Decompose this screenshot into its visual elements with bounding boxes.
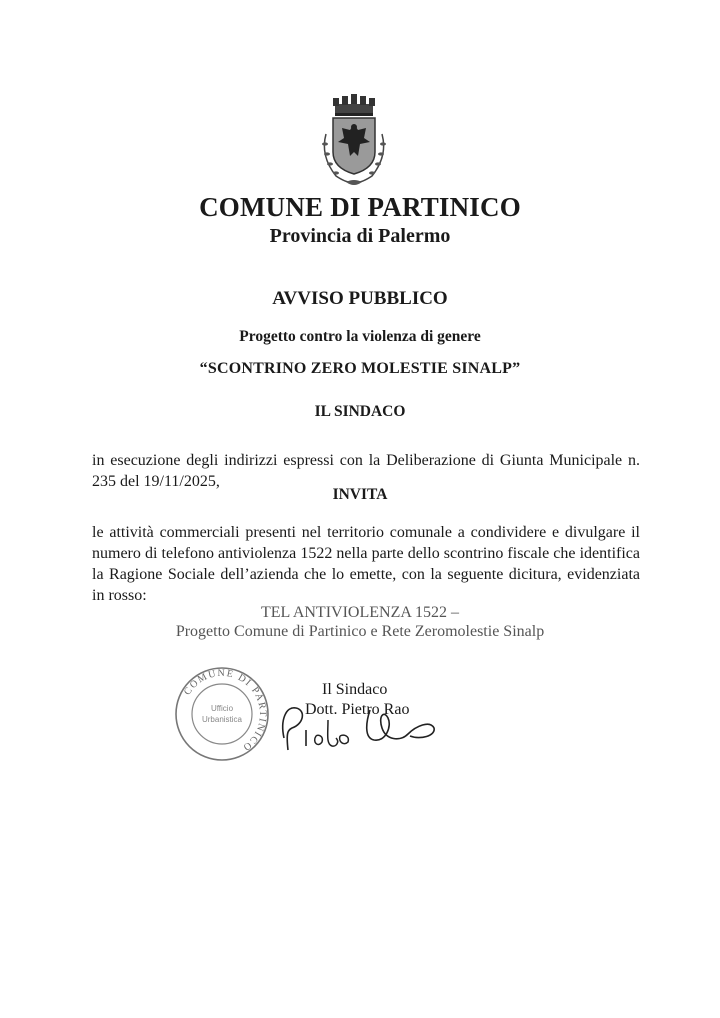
receipt-text-line-2: Progetto Comune di Partinico e Rete Zeromolestie Sinalp [175,623,545,640]
project-name: “SCONTRINO ZERO MOLESTIE SINALP” [199,360,521,377]
invitation-paragraph: le attività commerciali presenti nel territorio comunale a condividere e divulgare il numero di telefono antiviolenza 1522 nella parte dello scontrino fiscale che identifica la Ragione Sociale dell’azienda che lo emette, con la seguente dicitura, evidenziata in rosso: [92,524,640,604]
svg-text:Ufficio: Ufficio [210,704,234,713]
signer-name: Dott. Pietro Rao [305,701,410,718]
notice-title: AVVISO PUBBLICO [272,288,448,309]
province-name: Provincia di Palermo [269,225,451,247]
svg-text:COMUNE DI PARTINICO: COMUNE DI PARTINICO [181,667,269,754]
authority-heading: IL SINDACO [314,403,406,420]
municipality-name: COMUNE DI PARTINICO [199,192,521,222]
municipal-crest-icon [308,94,400,194]
receipt-text-line-1: TEL ANTIVIOLENZA 1522 – [260,604,460,621]
notice-subtitle: Progetto contro la violenza di genere [239,328,481,345]
svg-text:Urbanistica: Urbanistica [201,715,243,724]
handwritten-signature-icon [270,690,440,760]
resolution-paragraph: in esecuzione degli indirizzi espressi con la Deliberazione di Giunta Municipale n. 235 del 19/11/2025, [92,452,640,490]
invite-heading: INVITA [332,486,388,503]
signer-title: Il Sindaco [322,681,388,698]
official-stamp-icon [172,664,272,764]
